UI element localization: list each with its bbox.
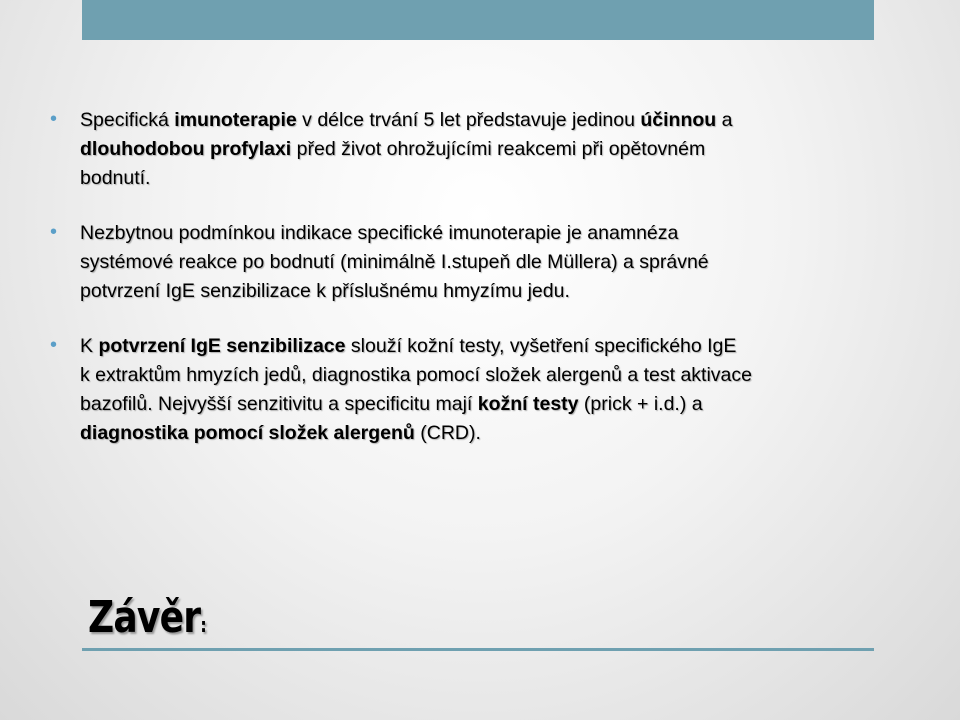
bullet-line: [80, 390, 920, 419]
bullet-line: [80, 135, 920, 164]
bullet-line: [80, 332, 920, 361]
text-segment: k extraktům hmyzích jedů, diagnostika pomocí složek alergenů a test aktivace: [80, 364, 752, 386]
text-segment: bazofilů. Nejvyšší senzitivitu a specificitu mají: [80, 393, 478, 415]
bullet-line: [80, 361, 920, 390]
bold-text: účinnou: [640, 109, 717, 131]
text-segment: Nezbytnou podmínkou indikace specifické imunoterapie je anamnéza: [80, 222, 679, 244]
text-segment: Specifická: [80, 109, 175, 131]
top-accent-bar: [82, 0, 874, 40]
bullet-item: [50, 332, 920, 448]
bullet-line: [80, 248, 920, 277]
text-segment: bodnutí.: [80, 167, 151, 189]
bold-text: diagnostika pomocí složek alergenů: [80, 422, 415, 444]
slide-title-text: Závěr: [88, 592, 201, 643]
text-segment: systémové reakce po bodnutí (minimálně I.stupeň dle Müllera) a správné: [80, 251, 709, 273]
text-segment: (prick + i.d.) a: [578, 393, 703, 415]
text-segment: a: [716, 109, 733, 131]
bullet-line: [80, 277, 920, 306]
text-segment: K: [80, 335, 99, 357]
bold-text: imunoterapie: [174, 109, 297, 131]
slide-title-colon: :: [200, 613, 207, 637]
bold-text: potvrzení IgE senzibilizace: [98, 335, 346, 357]
bullet-dot-icon: •: [50, 221, 58, 243]
text-segment: v délce trvání 5 let představuje jedinou: [296, 109, 641, 131]
bullet-item: [50, 219, 920, 306]
bold-text: kožní testy: [477, 393, 579, 415]
bullet-line: [80, 164, 920, 193]
text-segment: (CRD).: [414, 422, 481, 444]
bullet-list: [50, 106, 920, 474]
bullet-line: [80, 106, 920, 135]
bullet-line: [80, 219, 920, 248]
text-segment: potvrzení IgE senzibilizace k příslušnému hmyzímu jedu.: [80, 280, 570, 302]
bold-text: dlouhodobou profylaxi: [80, 138, 292, 160]
bullet-line: [80, 419, 920, 448]
title-underline: [82, 648, 874, 651]
bullet-dot-icon: •: [50, 108, 58, 130]
text-segment: před život ohrožujícími reakcemi při opětovném: [291, 138, 706, 160]
slide-title: [88, 588, 207, 655]
bullet-dot-icon: •: [50, 334, 58, 356]
bullet-item: [50, 106, 920, 193]
text-segment: slouží kožní testy, vyšetření specifického IgE: [345, 335, 737, 357]
